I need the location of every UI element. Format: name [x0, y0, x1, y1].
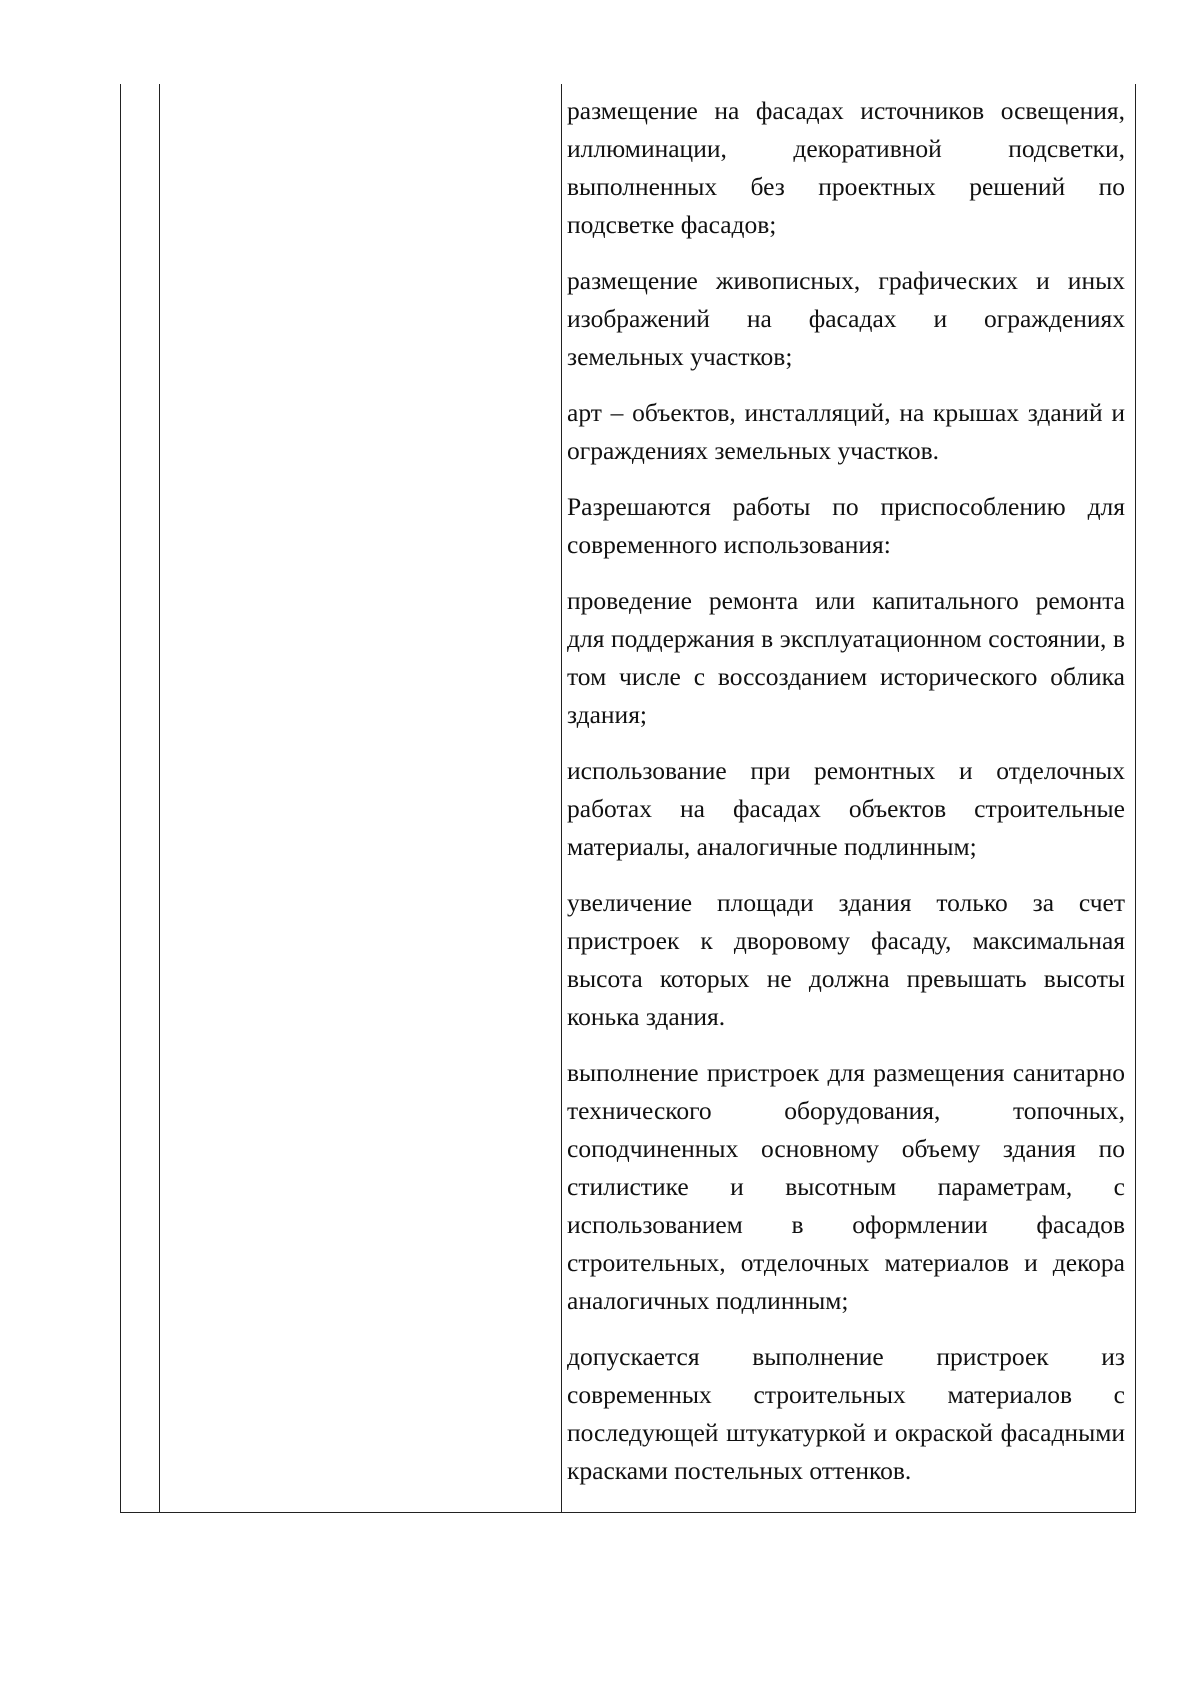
column-divider-1 — [159, 84, 160, 1512]
paragraph-annexes: выполнение пристроек для размещения санитарно технического оборудования, топочных, соподчиненных основному объему здания по стилистике и высотным параметрам, с использованием в оформлении фасадов строительных, отделочных материалов и декора аналогичных подлинным; — [567, 1058, 1125, 1315]
paragraph-adaptation-heading: Разрешаются работы по приспособлению для современного использования: — [567, 492, 1125, 559]
paragraph-art-objects: арт – объектов, инсталляций, на крышах зданий и ограждениях земельных участков. — [567, 398, 1125, 465]
paragraph-repair: проведение ремонта или капитального ремонта для поддержания в эксплуатационном состоянии, в том числе с воссозданием исторического облика здания; — [567, 586, 1125, 729]
paragraph-modern-materials: допускается выполнение пристроек из современных строительных материалов с последующей штукатуркой и окраской фасадными красками постельных оттенков. — [567, 1342, 1125, 1485]
paragraph-area-increase: увеличение площади здания только за счет пристроек к дворовому фасаду, максимальная высота которых не должна превышать высоты конька здания. — [567, 888, 1125, 1031]
paragraph-materials: использование при ремонтных и отделочных работах на фасадах объектов строительные материалы, аналогичные подлинным; — [567, 756, 1125, 861]
document-table — [120, 84, 1136, 1513]
table-cell-text — [567, 92, 1125, 1490]
column-divider-2 — [561, 84, 562, 1512]
paragraph-images: размещение живописных, графических и иных изображений на фасадах и ограждениях земельных участков; — [567, 266, 1125, 371]
paragraph-lighting: размещение на фасадах источников освещения, иллюминации, декоративной подсветки, выполненных без проектных решений по подсветке фасадов; — [567, 96, 1125, 239]
